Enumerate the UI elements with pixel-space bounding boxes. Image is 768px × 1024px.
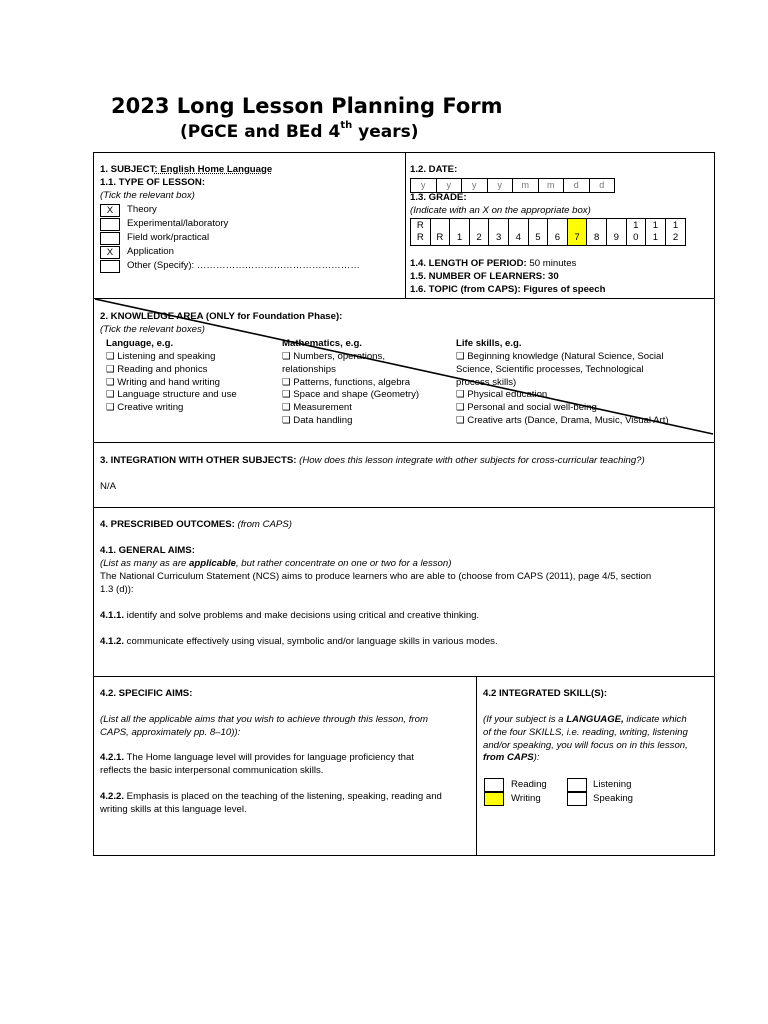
integration-hint: (How does this lesson integrate with other subjects for cross-curricular teaching?) — [296, 455, 645, 466]
ncs-line-2: 1.3 (d)): — [100, 584, 134, 595]
skill-box-listening[interactable] — [567, 778, 587, 792]
lesson-type-label: 1.1. TYPE OF LESSON: — [100, 177, 206, 188]
general-aims-hint: (List as many as are applicable, but rather concentrate on one or two for a lesson) — [100, 558, 452, 569]
form-title: 2023 Long Lesson Planning Form — [111, 94, 503, 118]
lifeskills-item-cont: process skills) — [456, 376, 517, 388]
outcomes-heading: 4. PRESCRIBED OUTCOMES: — [100, 519, 235, 530]
skill-label-reading: Reading — [511, 779, 547, 790]
lifeskills-item-cont: Science, Scientific processes, Technological — [456, 363, 644, 375]
subtitle-end: years) — [352, 122, 419, 142]
specific-aim-2-line-1: 4.2.2. Emphasis is placed on the teaching of the listening, speaking, reading and — [100, 791, 442, 802]
learners-line: 1.5. NUMBER OF LEARNERS: 30 — [410, 271, 559, 282]
lifeskills-item[interactable]: ❑ Beginning knowledge (Natural Science, Social — [456, 351, 664, 362]
knowledge-heading: 2. KNOWLEDGE AREA (ONLY for Foundation Phase): — [100, 311, 343, 322]
language-heading: Language, e.g. — [106, 338, 174, 349]
type-label-theory: Theory — [127, 204, 157, 215]
mathematics-item[interactable]: ❑ Patterns, functions, algebra — [282, 376, 411, 388]
specific-aims-hint-2: CAPS, approximately pp. 8–10)): — [100, 727, 241, 738]
mathematics-item[interactable]: ❑ Numbers, operations, — [282, 351, 385, 362]
type-label-fieldwork: Field work/practical — [127, 232, 210, 243]
grade-cell[interactable]: R — [431, 219, 451, 245]
specific-aims-hint-1: (List all the applicable aims that you wish to achieve through this lesson, from — [100, 714, 428, 725]
integration-value: N/A — [100, 481, 116, 492]
mathematics-item[interactable]: ❑ Space and shape (Geometry) — [282, 389, 420, 400]
type-label-experimental: Experimental/laboratory — [127, 218, 229, 229]
lifeskills-item[interactable]: ❑ Physical education — [456, 389, 548, 400]
grade-cell[interactable]: 3 — [489, 219, 509, 245]
language-item[interactable]: ❑ Reading and phonics — [106, 363, 208, 375]
date-cell[interactable]: d — [599, 180, 605, 190]
topic-line: 1.6. TOPIC (from CAPS): Figures of speech — [410, 284, 606, 295]
grade-cell[interactable]: 9 — [607, 219, 627, 245]
grade-cell[interactable]: 8 — [587, 219, 607, 245]
lesson-type-hint: (Tick the relevant box) — [100, 190, 195, 201]
date-cell[interactable]: y — [411, 179, 437, 192]
grade-cell[interactable]: 5 — [529, 219, 549, 245]
grade-cell[interactable]: 2 — [470, 219, 490, 245]
mathematics-item-cont: relationships — [282, 363, 336, 375]
grade-cell[interactable]: R R — [411, 219, 431, 245]
grade-cell[interactable]: 6 — [548, 219, 568, 245]
skill-box-reading[interactable] — [484, 778, 504, 792]
general-aims-label: 4.1. GENERAL AIMS: — [100, 545, 195, 556]
language-item[interactable]: ❑ Language structure and use — [106, 389, 237, 400]
skills-hint-2: of the four SKILLS, i.e. reading, writing, listening — [483, 727, 688, 738]
skill-label-writing: Writing — [511, 793, 541, 804]
knowledge-hint: (Tick the relevant boxes) — [100, 324, 205, 335]
date-cell[interactable]: m — [539, 179, 565, 192]
date-label: 1.2. DATE: — [410, 164, 458, 175]
subject-value: : English Home Language — [154, 164, 273, 175]
type-box-application[interactable]: X — [100, 246, 120, 259]
grade-cell[interactable]: 1 2 — [672, 220, 679, 243]
grade-cell[interactable]: 4 — [509, 219, 529, 245]
grade-cell[interactable]: 1 0 — [627, 219, 647, 245]
date-cell[interactable]: m — [513, 179, 539, 192]
type-label-application: Application — [127, 246, 174, 257]
grade-hint: (Indicate with an X on the appropriate box) — [410, 205, 591, 216]
language-item[interactable]: ❑ Creative writing — [106, 402, 184, 413]
specific-aim-2-line-2: writing skills at this language level. — [100, 804, 247, 815]
period-label: 1.4. LENGTH OF PERIOD: — [410, 258, 527, 269]
integration-line — [100, 455, 645, 468]
skills-hint-1: (If your subject is a LANGUAGE, indicate which — [483, 714, 687, 725]
specific-aim-1-line-1: 4.2.1. The Home language level will provides for language proficiency that — [100, 752, 414, 763]
lifeskills-item[interactable]: ❑ Personal and social well-being — [456, 402, 597, 413]
skill-label-listening: Listening — [593, 779, 632, 790]
specific-aim-1-line-2: reflects the basic interpersonal communication skills. — [100, 765, 324, 776]
grade-cell[interactable]: 1 — [450, 219, 470, 245]
subtitle-superscript: th — [340, 120, 353, 131]
skill-box-speaking[interactable] — [567, 792, 587, 806]
integrated-skills-label: 4.2 INTEGRATED SKILL(S): — [483, 688, 608, 699]
general-aim-1: 4.1.1. identify and solve problems and make decisions using critical and creative thinking. — [100, 610, 480, 621]
language-item[interactable]: ❑ Writing and hand writing — [106, 376, 221, 388]
grade-label: 1.3. GRADE: — [410, 192, 467, 203]
lifeskills-heading: Life skills, e.g. — [456, 338, 522, 349]
lifeskills-item[interactable]: ❑ Creative arts (Dance, Drama, Music, Visual Art) — [456, 415, 669, 426]
mathematics-heading: Mathematics, e.g. — [282, 338, 362, 349]
date-cell[interactable]: y — [437, 179, 463, 192]
outcomes-line — [100, 519, 292, 532]
grade-cell-selected[interactable]: 7 — [568, 219, 588, 245]
mathematics-item[interactable]: ❑ Data handling — [282, 415, 353, 426]
period-value: 50 minutes — [526, 258, 577, 269]
skill-box-writing[interactable] — [484, 792, 504, 806]
ncs-line-1: The National Curriculum Statement (NCS) aims to produce learners who are able to (choose from CAPS (2011), page 4/5, section — [100, 571, 652, 582]
specific-aims-label: 4.2. SPECIFIC AIMS: — [100, 688, 193, 699]
skill-label-speaking: Speaking — [593, 793, 634, 804]
skills-hint-3: and/or speaking, you will focus on in this lesson, — [483, 740, 688, 751]
general-aim-2: 4.1.2. communicate effectively using visual, symbolic and/or language skills in various modes. — [100, 636, 498, 647]
date-cell[interactable]: y — [462, 179, 488, 192]
subtitle-main: (PGCE and BEd 4 — [180, 122, 341, 142]
mathematics-item[interactable]: ❑ Measurement — [282, 402, 352, 413]
language-item[interactable]: ❑ Listening and speaking — [106, 351, 216, 362]
integration-heading: 3. INTEGRATION WITH OTHER SUBJECTS: — [100, 455, 297, 466]
grade-cell[interactable]: 1 1 — [646, 219, 666, 245]
date-cell[interactable]: d — [564, 179, 590, 192]
outcomes-hint: (from CAPS) — [234, 519, 292, 530]
date-cell[interactable]: y — [488, 179, 514, 192]
type-box-theory[interactable]: X — [100, 204, 120, 217]
subject-label: 1. SUBJECT — [100, 164, 155, 175]
type-label-other: Other (Specify): …………………………………………… — [127, 260, 360, 271]
skills-hint-4: from CAPS): — [483, 752, 540, 763]
